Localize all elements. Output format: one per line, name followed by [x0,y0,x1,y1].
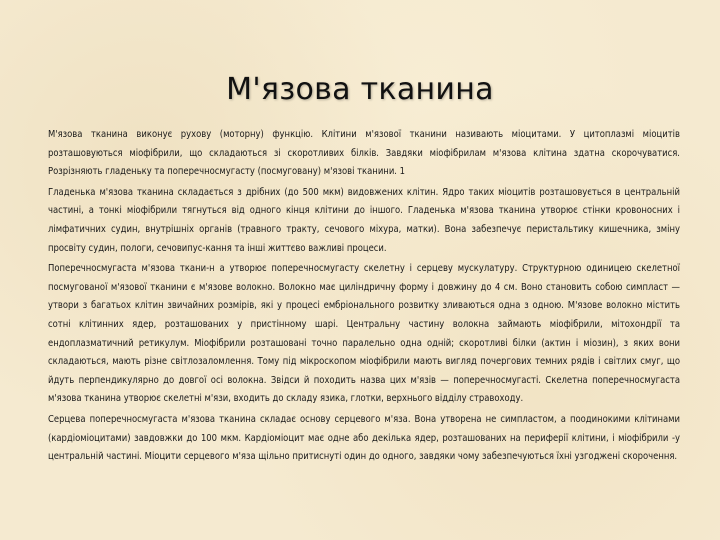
paragraph-cardiac-muscle: Серцева поперечносмугаста м'язова тканина складає основу серцевого м'яза. Вона утворена не симпластом, а поодинокими клітинами (кардіоміоцитами) завдовжки до 100 мкм. Кардіоміоцит має одне або декілька ядер, розташованих на периферії клітини, і міофібрили -у центральній частині. Міоцити серцевого м'яза щільно притиснуті один до одного, завдяки чому забезпечуються їхні узгоджені скорочення. [48,413,680,463]
paragraph-muscle-tissue-intro: М'язова тканина виконує рухову (моторну) функцію. Клітини м'язової тканини називають міоцитами. У цитоплазмі міоцитів розташовуються міофібрили, що складаються зі скоротливих білків. Завдяки міофібрилам м'язова клітина здатна скорочуватися. Розрізняють гладеньку та поперечносмугасту (посмуговану) м'язові тканини. 1 [48,129,680,178]
slide-body [48,126,680,469]
slide-title: М'язова тканина [226,72,494,108]
paragraph-smooth-muscle: Гладенька м'язова тканина складається з дрібних (до 500 мкм) видовжених клітин. Ядро таких міоцитів розташовується в центральній частині, а тонкі міофібрили тягнуться від одного кінця клітини до іншого. Гладенька м'язова тканина утворює стінки кровоносних і лімфатичних судин, внутрішніх органів (травного тракту, сечового міхура, матки). Вона забезпечує перистальтику кишечника, зміну просвіту судин, пологи, сечовипус-кання та інші життєво важливі процеси. [48,186,680,254]
paragraph-striated-muscle: Поперечносмугаста м'язова ткани-н а утворює поперечносмугасту скелетну і серцеву мускулатуру. Структурною одиницею скелетної посмугованої м'язової тканини є м'язове волокно. Волокно має циліндричну форму і довжину до 4 см. Воно становить собою симпласт — утвори з багатьох клітин звичайних розмірів, які у процесі ембріонального розвитку зливаються одна з одною. М'язове волокно містить сотні клітинних ядер, розташованих у пристінному шарі. Центральну частину волокна займають міофібрили, мітохондрії та ендоплазматичний ретикулум. Міофібрили розташовані точно паралельно одна одній; скоротливі білки (актин і міозин), з яких вони складаються, мають різне світлозаломлення. Тому під мікроскопом міофібрили мають вигляд почергових темних рядів і світлих смуг, що йдуть перпендикулярно до довгої осі волокна. Звідси й походить назва цих м'язів — поперечносмугасті. Скелетна поперечносмугаста м'язова тканина утворює скелетні м'язи, входить до складу язика, глотки, верхнього відділу стравоходу. [48,263,680,405]
